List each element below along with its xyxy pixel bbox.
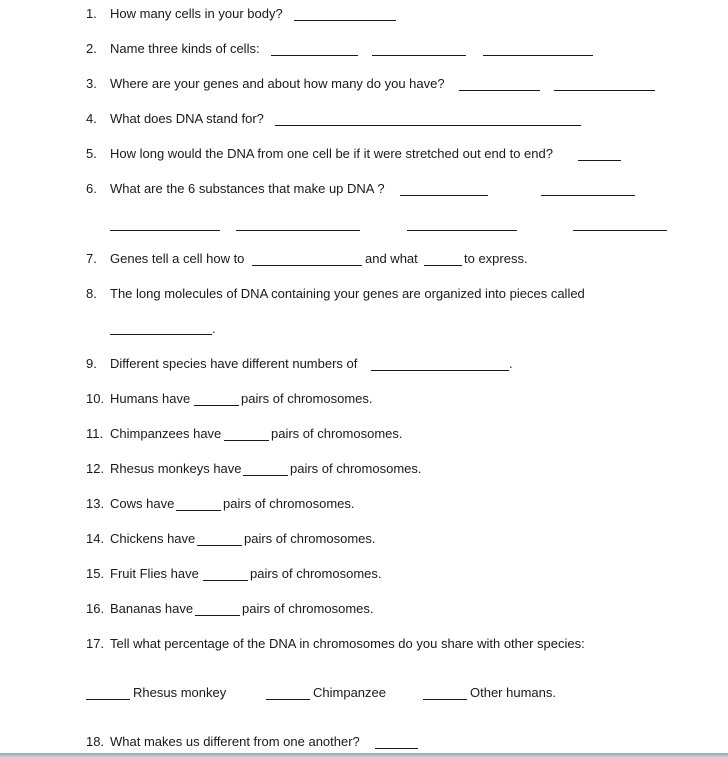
question-number: 8. [86, 286, 97, 301]
question-text-part: pairs of chromosomes. [250, 566, 382, 581]
answer-blank[interactable] [407, 218, 517, 231]
question-text-part: pairs of chromosomes. [241, 391, 373, 406]
question-text-part: pairs of chromosomes. [242, 601, 374, 616]
question-text: Name three kinds of cells: [110, 41, 260, 56]
question-text: Chimpanzees have [110, 426, 222, 441]
question-number: 7. [86, 251, 97, 266]
question-text: Chickens have [110, 531, 196, 546]
question-text: How long would the DNA from one cell be if it were stretched out end to end? [110, 146, 553, 161]
answer-blank[interactable] [375, 736, 418, 749]
answer-blank[interactable] [271, 43, 358, 56]
question-number: 3. [86, 76, 97, 91]
question-text-part: pairs of chromosomes. [223, 496, 355, 511]
question-text: Genes tell a cell how to [110, 251, 245, 266]
share-label-humans: Other humans. [470, 685, 556, 700]
question-text: What makes us different from one another? [110, 734, 360, 749]
answer-blank[interactable] [371, 358, 509, 371]
question-number: 6. [86, 181, 97, 196]
share-label-chimp: Chimpanzee [313, 685, 386, 700]
question-number: 4. [86, 111, 97, 126]
question-number: 2. [86, 41, 97, 56]
answer-blank[interactable] [176, 498, 221, 511]
question-text: Fruit Flies have [110, 566, 199, 581]
answer-blank[interactable] [194, 393, 239, 406]
answer-blank[interactable] [400, 183, 488, 196]
question-text: Rhesus monkeys have [110, 461, 242, 476]
answer-blank[interactable] [243, 463, 288, 476]
answer-blank[interactable] [110, 322, 212, 335]
question-text: Different species have different numbers of [110, 356, 358, 371]
question-text-part: pairs of chromosomes. [290, 461, 422, 476]
answer-blank[interactable] [578, 148, 621, 161]
question-text: What does DNA stand for? [110, 111, 264, 126]
question-number: 17. [86, 636, 105, 651]
answer-blank[interactable] [554, 78, 655, 91]
share-label-rhesus: Rhesus monkey [133, 685, 227, 700]
answer-blank[interactable] [541, 183, 635, 196]
question-text-part: pairs of chromosomes. [244, 531, 376, 546]
answer-blank[interactable] [86, 687, 130, 700]
question-text-part: and what [365, 251, 418, 266]
question-number: 9. [86, 356, 97, 371]
answer-blank[interactable] [294, 8, 396, 21]
question-text-part: to express. [464, 251, 528, 266]
answer-blank[interactable] [252, 253, 362, 266]
question-number: 10. [86, 391, 105, 406]
question-text: Where are your genes and about how many do you have? [110, 76, 445, 91]
question-text: Tell what percentage of the DNA in chromosomes do you share with other species: [110, 636, 585, 651]
question-number: 13. [86, 496, 105, 511]
question-text: How many cells in your body? [110, 6, 283, 21]
question-number: 1. [86, 6, 97, 21]
question-number: 14. [86, 531, 105, 546]
question-number: 12. [86, 461, 105, 476]
answer-blank[interactable] [275, 113, 581, 126]
question-number: 15. [86, 566, 105, 581]
answer-blank[interactable] [423, 687, 467, 700]
answer-blank[interactable] [224, 428, 269, 441]
question-text: Cows have [110, 496, 175, 511]
question-text-part: pairs of chromosomes. [271, 426, 403, 441]
answer-blank[interactable] [197, 533, 242, 546]
period: . [509, 356, 513, 371]
answer-blank[interactable] [483, 43, 593, 56]
question-text: What are the 6 substances that make up DNA ? [110, 181, 385, 196]
page-bottom-edge [0, 753, 728, 757]
question-number: 16. [86, 601, 105, 616]
period: . [212, 321, 216, 336]
answer-blank[interactable] [110, 218, 220, 231]
question-text: Bananas have [110, 601, 194, 616]
question-text: Humans have [110, 391, 191, 406]
question-text: The long molecules of DNA containing your genes are organized into pieces called [110, 286, 585, 301]
answer-blank[interactable] [203, 568, 248, 581]
answer-blank[interactable] [195, 603, 240, 616]
answer-blank[interactable] [236, 218, 360, 231]
answer-blank[interactable] [266, 687, 310, 700]
answer-blank[interactable] [459, 78, 540, 91]
answer-blank[interactable] [573, 218, 667, 231]
question-number: 5. [86, 146, 97, 161]
question-number: 11. [86, 426, 104, 441]
question-number: 18. [86, 734, 105, 749]
answer-blank[interactable] [424, 253, 462, 266]
answer-blank[interactable] [372, 43, 466, 56]
